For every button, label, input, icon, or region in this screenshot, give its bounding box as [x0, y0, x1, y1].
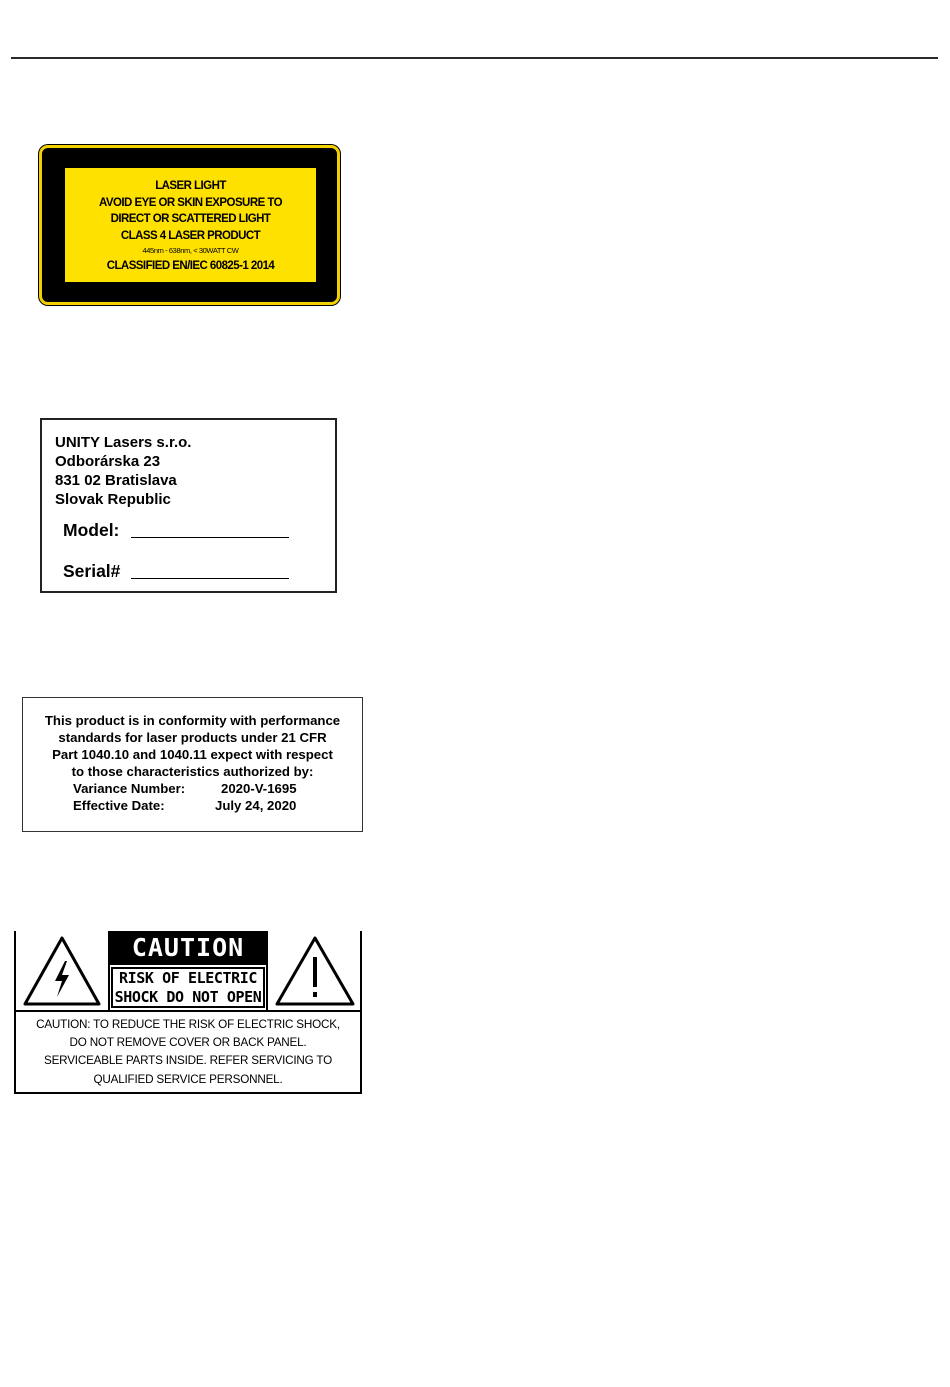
caution-text-line-4: QUALIFIED SERVICE PERSONNEL.: [93, 1072, 283, 1086]
electric-shock-warning-icon: [22, 935, 102, 1007]
risk-box: [111, 967, 265, 1008]
laser-line-3: DIRECT OR SCATTERED LIGHT: [110, 213, 271, 225]
caution-text-line-1: CAUTION: TO REDUCE THE RISK OF ELECTRIC SHOCK,: [36, 1018, 340, 1031]
company-name: UNITY Lasers s.r.o.: [55, 434, 192, 451]
country: Slovak Republic: [55, 491, 171, 508]
caution-text-line-2: DO NOT REMOVE COVER OR BACK PANEL.: [69, 1036, 307, 1050]
risk-line-1: RISK OF ELECTRIC: [118, 969, 258, 987]
model-blank-line: [131, 537, 289, 538]
effective-date-label: Effective Date:: [73, 798, 165, 813]
effective-date-value: July 24, 2020: [215, 798, 297, 813]
laser-warning-label: [39, 145, 340, 305]
conformity-line-2: standards for laser products under 21 CFR: [58, 730, 327, 745]
laser-line-4: CLASS 4 LASER PRODUCT: [120, 229, 261, 242]
caution-frame-divider-right: [266, 931, 268, 1011]
variance-label: Variance Number:: [73, 781, 186, 796]
conformity-line-1: This product is in conformity with performance: [44, 713, 341, 728]
effective-date-row: [23, 797, 362, 814]
caution-text-line-3: SERVICEABLE PARTS INSIDE. REFER SERVICING TO: [43, 1054, 333, 1068]
caution-text: [14, 1016, 362, 1089]
variance-row: [23, 780, 362, 797]
serial-blank-line: [131, 578, 289, 579]
model-label: Model:: [63, 520, 120, 540]
manufacturer-label: [40, 418, 337, 593]
laser-warning-panel: [65, 168, 316, 282]
laser-spec: 445nm - 638nm, < 30WATT CW: [142, 246, 239, 255]
serial-label: Serial#: [63, 561, 121, 581]
caution-frame-divider: [14, 1010, 362, 1012]
conformity-line-3: Part 1040.10 and 1040.11 expect with respect: [52, 747, 333, 762]
caution-label: [14, 931, 362, 1094]
laser-classification: CLASSIFIED EN/IEC 60825-1 2014: [106, 260, 275, 272]
exclamation-warning-icon: [274, 935, 356, 1007]
city-address: 831 02 Bratislava: [55, 472, 177, 489]
risk-line-2: SHOCK DO NOT OPEN: [114, 988, 262, 1006]
conformity-label: [22, 697, 363, 832]
laser-line-1: LASER LIGHT: [155, 180, 226, 192]
caution-heading: CAUTION: [110, 931, 266, 965]
top-divider: [11, 57, 938, 59]
laser-line-2: AVOID EYE OR SKIN EXPOSURE TO: [99, 196, 282, 209]
caution-frame-bottom: [14, 1092, 362, 1094]
street-address: Odborárska 23: [55, 453, 161, 470]
variance-value: 2020-V-1695: [221, 781, 297, 796]
conformity-line-4: to those characteristics authorized by:: [71, 764, 314, 779]
